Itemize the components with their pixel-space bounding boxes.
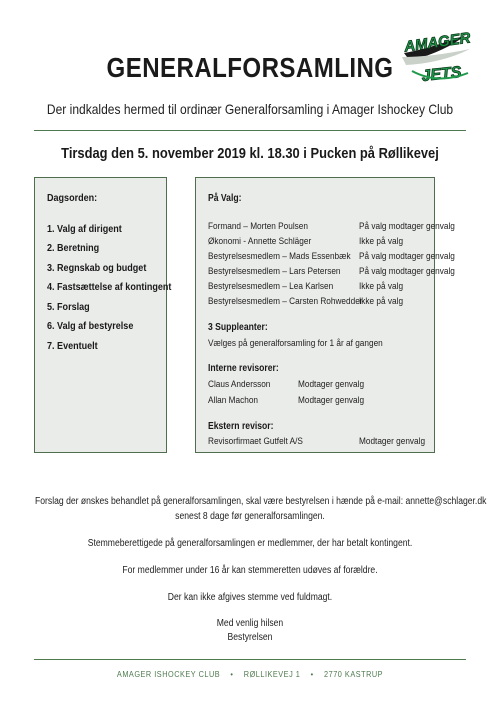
agenda-item: 5. Forslag	[47, 301, 90, 313]
invitation-subtitle: Der indkaldes hermed til ordinær Generalforsamling i Amager Ishockey Club	[46, 101, 454, 117]
footer-separator: •	[230, 669, 234, 679]
meeting-date-line: Tirsdag den 5. november 2019 kl. 18.30 i Pucken på Røllikevej	[61, 145, 439, 162]
proposal-deadline-line1: Forslag der ønskes behandlet på generalforsamlingen, skal være bestyrelsen i hænde på e-mail: annette@schlager.dk	[35, 496, 487, 507]
auditor-name: Allan Machon	[208, 395, 259, 406]
agenda-item: 3. Regnskab og budget	[47, 262, 147, 274]
board-status: På valg modtager genvalg	[359, 221, 455, 232]
page-title: GENERALFORSAMLING	[106, 52, 394, 83]
board-role: Bestyrelsesmedlem – Carsten Rohwedder	[208, 296, 363, 307]
footer-club: AMAGER ISHOCKEY CLUB	[116, 669, 221, 679]
board-role: Bestyrelsesmedlem – Lea Karlsen	[208, 281, 334, 292]
board-status: Ikke på valg	[359, 296, 404, 307]
agenda-item: 7. Eventuelt	[47, 340, 98, 352]
voting-rights-text: Stemmeberettigede på generalforsamlingen er medlemmer, der har betalt kontingent.	[87, 538, 413, 549]
external-auditor-status: Modtager genvalg	[359, 436, 426, 447]
board-status: På valg modtager genvalg	[359, 266, 455, 277]
logo-text-bottom: JETS	[420, 63, 463, 86]
auditor-status: Modtager genvalg	[298, 379, 365, 390]
agenda-item: 6. Valg af bestyrelse	[47, 320, 134, 332]
auditor-name: Claus Andersson	[208, 379, 271, 390]
footer-address: RØLLIKEVEJ 1	[243, 669, 301, 679]
agenda-box	[34, 177, 172, 453]
closing-greeting: Med venlig hilsen	[216, 618, 284, 629]
internal-auditors-heading: Interne revisorer:	[208, 363, 279, 374]
external-auditor-heading: Ekstern revisor:	[208, 421, 274, 432]
substitutes-heading: 3 Suppleanter:	[208, 322, 268, 333]
election-heading: På Valg:	[208, 193, 242, 204]
auditor-status: Modtager genvalg	[298, 395, 365, 406]
footer-separator: •	[310, 669, 314, 679]
minors-voting-text: For medlemmer under 16 år kan stemmeretten udøves af forældre.	[122, 565, 378, 576]
logo-text-top: AMAGER	[403, 29, 472, 56]
board-role: Formand – Morten Poulsen	[208, 221, 308, 232]
agenda-item: 2. Beretning	[47, 242, 100, 254]
board-status: Ikke på valg	[359, 281, 404, 292]
proxy-text: Der kan ikke afgives stemme ved fuldmagt.	[167, 592, 333, 603]
board-status: Ikke på valg	[359, 236, 404, 247]
agenda-heading: Dagsorden:	[47, 192, 98, 204]
board-role: Økonomi - Annette Schläger	[208, 236, 312, 247]
footer	[35, 669, 465, 679]
signature: Bestyrelsen	[227, 632, 273, 643]
agenda-item: 4. Fastsættelse af kontingent	[47, 281, 172, 293]
agenda-item: 1. Valg af dirigent	[47, 223, 122, 235]
substitutes-text: Vælges på generalforsamling for 1 år af gangen	[208, 338, 383, 349]
proposal-deadline-line2: senest 8 dage før generalforsamlingen.	[175, 511, 325, 522]
club-logo	[398, 27, 473, 89]
external-auditor-name: Revisorfirmaet Gutfelt A/S	[208, 436, 303, 447]
footer-city: 2770 KASTRUP	[324, 669, 384, 679]
board-role: Bestyrelsesmedlem – Lars Petersen	[208, 266, 341, 277]
board-status: På valg modtager genvalg	[359, 251, 455, 262]
top-divider	[34, 130, 466, 131]
bottom-divider	[34, 659, 466, 660]
election-box	[195, 177, 455, 453]
board-role: Bestyrelsesmedlem – Mads Essenbæk	[208, 251, 351, 262]
